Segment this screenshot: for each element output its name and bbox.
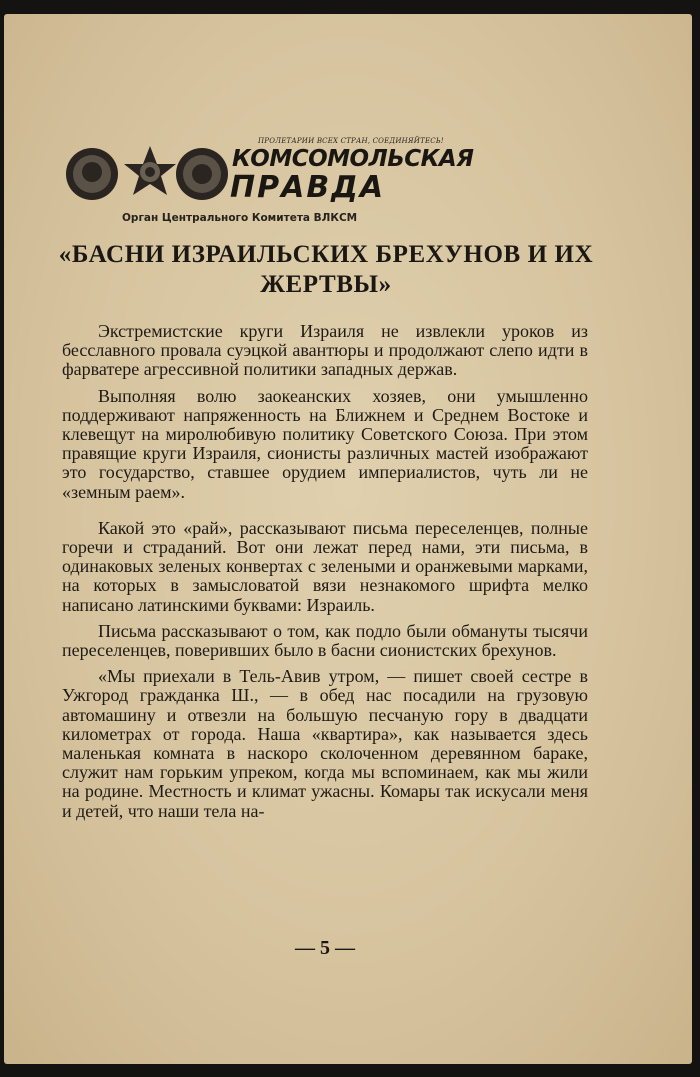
masthead-organ: Орган Центрального Комитета ВЛКСМ <box>122 212 358 224</box>
masthead-motto: ПРОЛЕТАРИИ ВСЕХ СТРАН, СОЕДИНЯЙТЕСЬ! <box>258 137 444 145</box>
article-title: «БАСНИ ИЗРАИЛЬСКИХ БРЕХУНОВ И ИХ ЖЕРТВЫ» <box>58 241 594 298</box>
page-number: — 5 — <box>295 937 355 959</box>
paragraph: Какой это «рай», рассказывают письма переселенцев, полные горечи и страданий. Вот они лежат перед нами, эти письма, в одинаковых зеленых конвертах с зелеными и оранжевыми марками, на которых в замысловатой вязи незнакомого шрифта мелко написано латинскими буквами: Израиль. <box>62 517 588 615</box>
newspaper-title <box>232 148 473 203</box>
order-medals-emblem <box>62 142 242 202</box>
article-body <box>62 322 588 828</box>
paragraph: Письма рассказывают о том, как подло были обмануты тысячи переселенцев, поверивших было в басни сионистских брехунов. <box>62 620 588 661</box>
newspaper-masthead <box>62 132 474 224</box>
newspaper-title-line1: КОМСОМОЛЬСКАЯ <box>232 146 474 172</box>
paragraph: Экстремистские круги Израиля не извлекли уроков из бесславного провала суэцкой авантюры и продолжают слепо идти в фарватере агрессивной политики западных держав. <box>62 321 588 380</box>
paragraph: Выполняя волю заокеанских хозяев, они умышленно поддерживают напряженность на Ближнем и Среднем Востоке и клевещут на миролюбивую политику Советского Союза. При этом правящие круги Израиля, сионисты различных мастей изображают это государство, ставшее орудием империалистов, чуть ли не «земным раем». <box>62 385 588 502</box>
paragraph: «Мы приехали в Тель-Авив утром, — пишет своей сестре в Ужгород гражданка Ш., — в обед нас посадили на грузовую автомашину и отвезли на большую песчаную гору в двадцати километрах от города. Наша «квартира», как называется здесь маленькая комната в наскоро сколоченном деревянном бараке, служит нам горьким упреком, когда мы вспоминаем, как мы жили на родине. Местность и климат ужасны. Комары так искусали меня и детей, что наши тела на- <box>62 666 588 821</box>
newspaper-title-line2: ПРАВДА <box>230 170 386 205</box>
